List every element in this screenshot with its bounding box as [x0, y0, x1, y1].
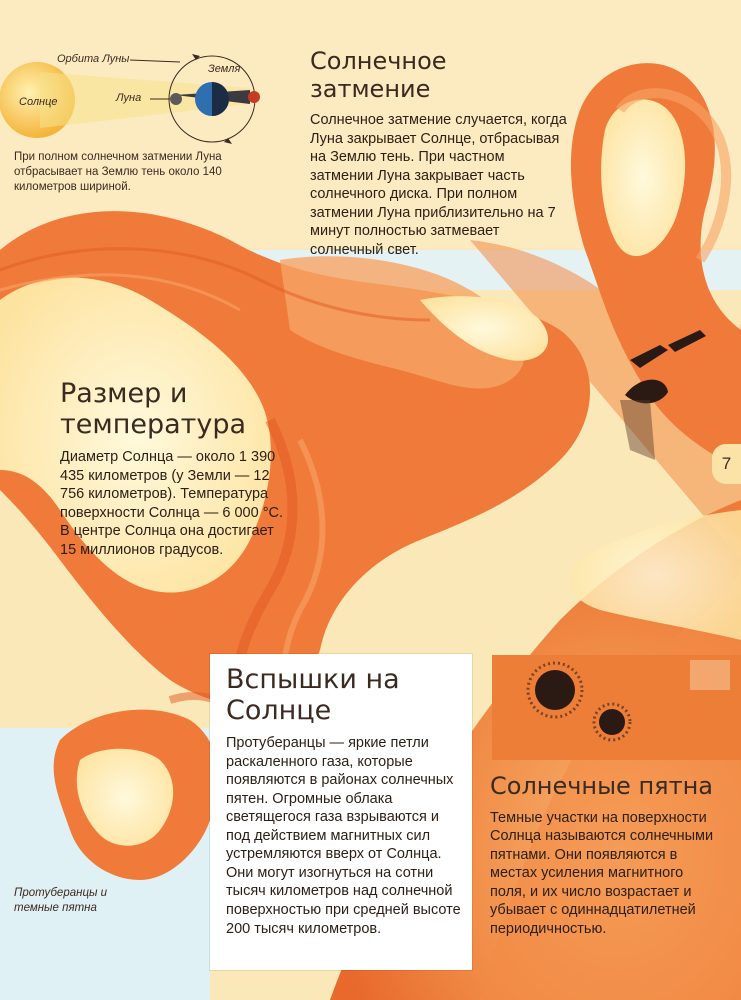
eclipse-caption: При полном солнечном затмении Луна отбрасывает на Землю тень около 140 километров шириной.	[14, 151, 222, 193]
diagram-label-earth: Земля	[208, 63, 241, 75]
eclipse-body: Солнечное затмение случается, когда Луна закрывает Солнце, отбрасывая на Землю тень. При частном затмении Луна закрывает часть солнечного диска. При полном затмении Луна приблизительно на 7 минут полностью затмевает солнечный свет.	[310, 112, 567, 259]
flares-heading: Вспышки на Солнце	[226, 664, 400, 727]
sunspots-section	[490, 773, 722, 938]
sunspots-body: Темные участки на поверхности Солнца называются солнечными пятнами. Они появляются в местах усиления магнитного поля, и их число возрастает и убывает с одиннадцатилетней периодичностью.	[490, 809, 714, 937]
eclipse-section	[310, 48, 570, 260]
size-heading: Размер и температура	[60, 378, 247, 441]
prominences-caption: Протуберанцы и темные пятна	[14, 887, 108, 914]
page-number: 7	[712, 444, 741, 484]
diagram-label-sun: Солнце	[19, 96, 58, 108]
diagram-label-moon: Луна	[116, 92, 142, 104]
eclipse-heading: Солнечное затмение	[310, 47, 447, 103]
flares-body: Протуберанцы — яркие петли раскаленного газа, которые появляются в районах солнечных пятен. Огромные облака светящегося газа взрываются и под действием магнитных сил устремляются вверх от Солнца. Они могут изогнуться на сотни тысяч километров над солнечной поверхностью при средней высоте 200 тысяч километров.	[226, 735, 461, 937]
size-body: Диаметр Солнца — около 1 390 435 километров (у Земли — 12 756 километров). Температура поверхности Солнца — 6 000 °С. В центре Солнца она достигает 15 миллионов градусов.	[60, 449, 283, 558]
sunspots-heading: Солнечные пятна	[490, 772, 713, 800]
flares-section	[226, 664, 462, 938]
size-section	[60, 378, 290, 559]
diagram-label-orbit: Орбита Луны	[57, 53, 130, 65]
